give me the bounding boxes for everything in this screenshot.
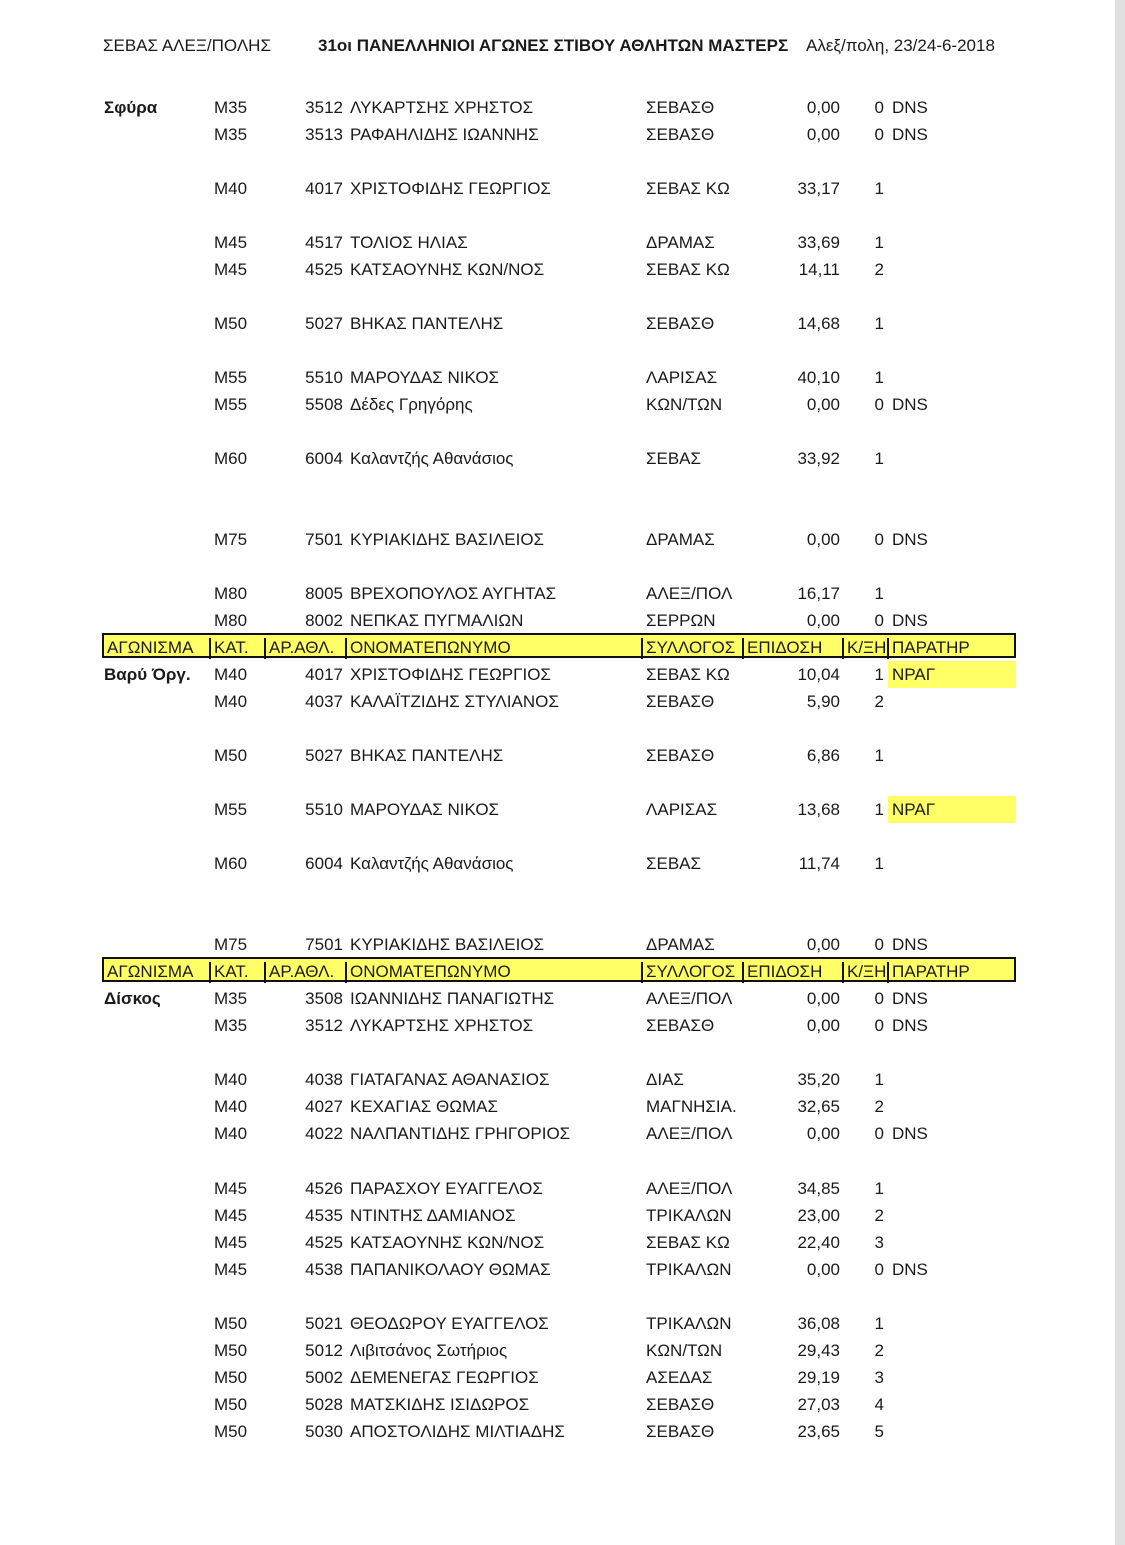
cell-mark: 14,11 bbox=[798, 260, 840, 279]
cell-name: ΝΕΠΚΑΣ ΠΥΓΜΑΛΙΩΝ bbox=[350, 611, 524, 630]
cell-bib: 4525 bbox=[305, 1233, 343, 1252]
column-header-row bbox=[102, 957, 1016, 982]
cell-club: ΑΛΕΞ/ΠΟΛ bbox=[646, 1124, 733, 1143]
cell-club: ΣΕΒΑΣΘ bbox=[646, 692, 715, 711]
cell-category: Μ80 bbox=[214, 611, 248, 630]
cell-mark: 33,69 bbox=[797, 233, 840, 252]
cell-place: 3 bbox=[874, 1233, 884, 1252]
cell-name: ΧΡΙΣΤΟΦΙΔΗΣ ΓΕΩΡΓΙΟΣ bbox=[350, 665, 551, 684]
cell-note: DNS bbox=[892, 530, 928, 549]
cell-category: Μ45 bbox=[214, 1260, 248, 1279]
cell-bib: 8005 bbox=[305, 584, 343, 603]
cell-name: ΘΕΟΔΩΡΟΥ ΕΥΑΓΓΕΛΟΣ bbox=[350, 1314, 549, 1333]
column-header-row bbox=[102, 633, 1016, 658]
cell-mark: 22,40 bbox=[797, 1233, 840, 1252]
column-header-name: ΟΝΟΜΑΤΕΠΩΝΥΜΟ bbox=[347, 962, 643, 983]
cell-category: Μ55 bbox=[214, 395, 248, 414]
cell-name: Καλαντζής Αθανάσιος bbox=[350, 449, 514, 468]
cell-club: ΣΕΒΑΣ ΚΩ bbox=[646, 179, 730, 198]
cell-note: DNS bbox=[892, 1260, 928, 1279]
cell-category: Μ55 bbox=[214, 368, 248, 387]
cell-mark: 23,00 bbox=[797, 1206, 840, 1225]
cell-place: 0 bbox=[874, 1260, 884, 1279]
column-header-mark: ΕΠΙΔΟΣΗ bbox=[744, 962, 844, 983]
column-header-bib: ΑΡ.ΑΘΛ. bbox=[266, 962, 347, 983]
cell-club: ΜΑΓΝΗΣΙΑ. bbox=[646, 1097, 737, 1116]
table-row bbox=[0, 742, 1115, 769]
cell-category: Μ35 bbox=[214, 125, 248, 144]
cell-club: ΑΣΕΔΑΣ bbox=[646, 1368, 713, 1387]
table-row bbox=[0, 1120, 1115, 1147]
cell-category: Μ45 bbox=[214, 233, 248, 252]
table-row bbox=[0, 661, 1115, 688]
cell-category: Μ35 bbox=[214, 98, 248, 117]
header-title: 31οι ΠΑΝΕΛΛΗΝΙΟΙ ΑΓΩΝΕΣ ΣΤΙΒΟΥ ΑΘΛΗΤΩΝ ΜΑΣΤΕΡΣ bbox=[318, 36, 789, 55]
cell-category: Μ35 bbox=[214, 989, 248, 1008]
cell-mark: 13,68 bbox=[797, 800, 840, 819]
cell-name: ΠΑΠΑΝΙΚΟΛΑΟΥ ΘΩΜΑΣ bbox=[350, 1260, 551, 1279]
cell-club: ΣΕΒΑΣΘ bbox=[646, 746, 715, 765]
table-row bbox=[0, 526, 1115, 553]
table-row bbox=[0, 1066, 1115, 1093]
column-header-note: ΠΑΡΑΤΗΡ bbox=[892, 962, 970, 981]
cell-place: 1 bbox=[874, 584, 884, 603]
table-row bbox=[0, 1229, 1115, 1256]
cell-category: Μ50 bbox=[214, 1422, 248, 1441]
cell-bib: 4538 bbox=[305, 1260, 343, 1279]
table-row bbox=[0, 1202, 1115, 1229]
event-label-hammer: Σφύρα bbox=[104, 98, 158, 117]
cell-category: Μ50 bbox=[214, 314, 248, 333]
cell-club: ΛΑΡΙΣΑΣ bbox=[646, 368, 718, 387]
cell-name: ΚΑΤΣΑΟΥΝΗΣ ΚΩΝ/ΝΟΣ bbox=[350, 260, 545, 279]
cell-club: ΣΕΒΑΣΘ bbox=[646, 1016, 715, 1035]
cell-note: DNS bbox=[892, 98, 928, 117]
table-row bbox=[0, 607, 1115, 634]
cell-mark: 29,19 bbox=[797, 1368, 840, 1387]
cell-mark: 32,65 bbox=[797, 1097, 840, 1116]
cell-mark: 0,00 bbox=[806, 935, 840, 954]
column-header-name: ΟΝΟΜΑΤΕΠΩΝΥΜΟ bbox=[347, 638, 643, 659]
table-row bbox=[0, 1175, 1115, 1202]
cell-bib: 5012 bbox=[305, 1341, 343, 1360]
cell-note: ΝΡΑΓ bbox=[892, 665, 936, 684]
table-row bbox=[0, 445, 1115, 472]
cell-category: Μ45 bbox=[214, 1206, 248, 1225]
cell-mark: 0,00 bbox=[806, 1016, 840, 1035]
event-label-weight: Βαρύ Όργ. bbox=[104, 665, 191, 684]
table-row bbox=[0, 1093, 1115, 1120]
cell-bib: 4535 bbox=[305, 1206, 343, 1225]
table-row bbox=[0, 985, 1115, 1012]
cell-place: 2 bbox=[874, 1097, 884, 1116]
cell-place: 1 bbox=[874, 314, 884, 333]
cell-bib: 3513 bbox=[305, 125, 343, 144]
cell-place: 1 bbox=[874, 449, 884, 468]
cell-name: Καλαντζής Αθανάσιος bbox=[350, 854, 514, 873]
table-row bbox=[0, 688, 1115, 715]
cell-place: 0 bbox=[874, 125, 884, 144]
table-row bbox=[0, 850, 1115, 877]
cell-mark: 34,85 bbox=[797, 1179, 840, 1198]
table-row bbox=[0, 1391, 1115, 1418]
column-header-place: Κ/ΞΗ bbox=[844, 638, 889, 659]
cell-category: Μ40 bbox=[214, 665, 248, 684]
cell-place: 0 bbox=[874, 935, 884, 954]
cell-club: ΣΕΡΡΩΝ bbox=[646, 611, 716, 630]
cell-name: ΡΑΦΑΗΛΙΔΗΣ ΙΩΑΝΝΗΣ bbox=[350, 125, 539, 144]
cell-place: 0 bbox=[874, 989, 884, 1008]
cell-mark: 16,17 bbox=[797, 584, 840, 603]
cell-club: ΣΕΒΑΣΘ bbox=[646, 98, 715, 117]
cell-category: Μ50 bbox=[214, 746, 248, 765]
cell-place: 1 bbox=[874, 665, 884, 684]
cell-mark: 27,03 bbox=[797, 1395, 840, 1414]
cell-club: ΣΕΒΑΣ bbox=[646, 449, 702, 468]
cell-name: ΒΗΚΑΣ ΠΑΝΤΕΛΗΣ bbox=[350, 314, 504, 333]
table-row bbox=[0, 1310, 1115, 1337]
cell-name: Δέδες Γρηγόρης bbox=[350, 395, 473, 414]
cell-mark: 0,00 bbox=[806, 1124, 840, 1143]
cell-place: 1 bbox=[874, 1314, 884, 1333]
table-row bbox=[0, 121, 1115, 148]
cell-place: 1 bbox=[874, 1179, 884, 1198]
cell-bib: 7501 bbox=[305, 935, 343, 954]
cell-bib: 4525 bbox=[305, 260, 343, 279]
cell-category: Μ60 bbox=[214, 854, 248, 873]
cell-place: 3 bbox=[874, 1368, 884, 1387]
cell-mark: 0,00 bbox=[806, 125, 840, 144]
cell-mark: 29,43 bbox=[797, 1341, 840, 1360]
cell-name: ΙΩΑΝΝΙΔΗΣ ΠΑΝΑΓΙΩΤΗΣ bbox=[350, 989, 555, 1008]
cell-mark: 0,00 bbox=[806, 98, 840, 117]
cell-club: ΣΕΒΑΣ ΚΩ bbox=[646, 665, 730, 684]
page-edge bbox=[1115, 0, 1125, 1545]
cell-name: ΚΥΡΙΑΚΙΔΗΣ ΒΑΣΙΛΕΙΟΣ bbox=[350, 935, 545, 954]
cell-bib: 5508 bbox=[305, 395, 343, 414]
cell-category: Μ80 bbox=[214, 584, 248, 603]
cell-place: 1 bbox=[874, 1070, 884, 1089]
cell-club: ΔΡΑΜΑΣ bbox=[646, 233, 715, 252]
cell-name: ΝΤΙΝΤΗΣ ΔΑΜΙΑΝΟΣ bbox=[350, 1206, 516, 1225]
cell-mark: 0,00 bbox=[806, 989, 840, 1008]
cell-place: 2 bbox=[874, 260, 884, 279]
cell-name: ΚΑΛΑΪΤΖΙΔΗΣ ΣΤΥΛΙΑΝΟΣ bbox=[350, 692, 559, 711]
cell-note: DNS bbox=[892, 1016, 928, 1035]
cell-category: Μ45 bbox=[214, 1179, 248, 1198]
cell-club: ΤΡΙΚΑΛΩΝ bbox=[646, 1260, 732, 1279]
cell-club: ΑΛΕΞ/ΠΟΛ bbox=[646, 584, 733, 603]
cell-place: 0 bbox=[874, 1016, 884, 1035]
cell-name: ΤΟΛΙΟΣ ΗΛΙΑΣ bbox=[350, 233, 468, 252]
cell-club: ΑΛΕΞ/ΠΟΛ bbox=[646, 1179, 733, 1198]
table-row bbox=[0, 256, 1115, 283]
cell-place: 1 bbox=[874, 233, 884, 252]
header-date: Αλεξ/πολη, 23/24-6-2018 bbox=[806, 36, 995, 55]
cell-category: Μ45 bbox=[214, 1233, 248, 1252]
cell-bib: 6004 bbox=[305, 854, 343, 873]
cell-place: 1 bbox=[874, 854, 884, 873]
cell-club: ΤΡΙΚΑΛΩΝ bbox=[646, 1206, 732, 1225]
cell-place: 5 bbox=[874, 1422, 884, 1441]
cell-club: ΑΛΕΞ/ΠΟΛ bbox=[646, 989, 733, 1008]
cell-place: 0 bbox=[874, 395, 884, 414]
table-row bbox=[0, 310, 1115, 337]
cell-club: ΛΑΡΙΣΑΣ bbox=[646, 800, 718, 819]
cell-name: ΜΑΤΣΚΙΔΗΣ ΙΣΙΔΩΡΟΣ bbox=[350, 1395, 530, 1414]
cell-name: ΚΥΡΙΑΚΙΔΗΣ ΒΑΣΙΛΕΙΟΣ bbox=[350, 530, 545, 549]
cell-mark: 14,68 bbox=[797, 314, 840, 333]
cell-mark: 23,65 bbox=[797, 1422, 840, 1441]
cell-bib: 5027 bbox=[305, 746, 343, 765]
cell-category: Μ75 bbox=[214, 935, 248, 954]
cell-place: 2 bbox=[874, 1206, 884, 1225]
cell-category: Μ55 bbox=[214, 800, 248, 819]
cell-bib: 4017 bbox=[305, 665, 343, 684]
cell-category: Μ40 bbox=[214, 1070, 248, 1089]
cell-bib: 4526 bbox=[305, 1179, 343, 1198]
cell-bib: 3512 bbox=[305, 98, 343, 117]
cell-category: Μ35 bbox=[214, 1016, 248, 1035]
cell-bib: 8002 bbox=[305, 611, 343, 630]
cell-place: 1 bbox=[874, 368, 884, 387]
cell-place: 0 bbox=[874, 98, 884, 117]
cell-note: DNS bbox=[892, 1124, 928, 1143]
cell-category: Μ50 bbox=[214, 1395, 248, 1414]
cell-club: ΣΕΒΑΣ ΚΩ bbox=[646, 260, 730, 279]
cell-category: Μ50 bbox=[214, 1341, 248, 1360]
cell-mark: 0,00 bbox=[806, 395, 840, 414]
cell-club: ΣΕΒΑΣΘ bbox=[646, 125, 715, 144]
cell-place: 1 bbox=[874, 746, 884, 765]
cell-place: 0 bbox=[874, 611, 884, 630]
column-header-category: ΚΑΤ. bbox=[211, 962, 266, 983]
table-row bbox=[0, 229, 1115, 256]
column-header-event: ΑΓΩΝΙΣΜΑ bbox=[104, 638, 211, 659]
cell-club: ΔΡΑΜΑΣ bbox=[646, 935, 715, 954]
table-row bbox=[0, 94, 1115, 121]
cell-note: DNS bbox=[892, 611, 928, 630]
cell-mark: 0,00 bbox=[806, 1260, 840, 1279]
cell-mark: 35,20 bbox=[797, 1070, 840, 1089]
cell-club: ΚΩΝ/ΤΩΝ bbox=[646, 395, 723, 414]
table-row bbox=[0, 580, 1115, 607]
cell-note: DNS bbox=[892, 125, 928, 144]
column-header-category: ΚΑΤ. bbox=[211, 638, 266, 659]
column-header-note: ΠΑΡΑΤΗΡ bbox=[892, 638, 970, 657]
cell-category: Μ40 bbox=[214, 179, 248, 198]
cell-place: 1 bbox=[874, 800, 884, 819]
cell-place: 0 bbox=[874, 530, 884, 549]
column-header-place: Κ/ΞΗ bbox=[844, 962, 889, 983]
cell-note: DNS bbox=[892, 989, 928, 1008]
cell-mark: 10,04 bbox=[797, 665, 840, 684]
cell-club: ΚΩΝ/ΤΩΝ bbox=[646, 1341, 723, 1360]
event-label-discus: Δίσκος bbox=[104, 989, 161, 1008]
cell-bib: 5028 bbox=[305, 1395, 343, 1414]
cell-club: ΣΕΒΑΣ ΚΩ bbox=[646, 1233, 730, 1252]
table-row bbox=[0, 175, 1115, 202]
table-row bbox=[0, 364, 1115, 391]
cell-bib: 7501 bbox=[305, 530, 343, 549]
cell-name: ΧΡΙΣΤΟΦΙΔΗΣ ΓΕΩΡΓΙΟΣ bbox=[350, 179, 551, 198]
cell-category: Μ50 bbox=[214, 1368, 248, 1387]
cell-mark: 6,86 bbox=[806, 746, 840, 765]
table-row bbox=[0, 931, 1115, 958]
cell-bib: 6004 bbox=[305, 449, 343, 468]
cell-bib: 4038 bbox=[305, 1070, 343, 1089]
cell-mark: 33,17 bbox=[797, 179, 840, 198]
cell-category: Μ40 bbox=[214, 1124, 248, 1143]
column-header-bib: ΑΡ.ΑΘΛ. bbox=[266, 638, 347, 659]
cell-mark: 11,74 bbox=[798, 854, 840, 873]
cell-place: 0 bbox=[874, 1124, 884, 1143]
table-row bbox=[0, 1337, 1115, 1364]
table-row bbox=[0, 1364, 1115, 1391]
cell-category: Μ50 bbox=[214, 1314, 248, 1333]
cell-bib: 5510 bbox=[305, 800, 343, 819]
cell-mark: 0,00 bbox=[806, 611, 840, 630]
cell-place: 1 bbox=[874, 179, 884, 198]
table-row bbox=[0, 391, 1115, 418]
column-header-event: ΑΓΩΝΙΣΜΑ bbox=[104, 962, 211, 983]
header-organizer: ΣΕΒΑΣ ΑΛΕΞ/ΠΟΛΗΣ bbox=[103, 36, 271, 55]
cell-place: 2 bbox=[874, 692, 884, 711]
cell-name: ΚΕΧΑΓΙΑΣ ΘΩΜΑΣ bbox=[350, 1097, 498, 1116]
cell-bib: 4517 bbox=[305, 233, 343, 252]
cell-bib: 5510 bbox=[305, 368, 343, 387]
cell-place: 2 bbox=[874, 1341, 884, 1360]
column-header-club: ΣΥΛΛΟΓΟΣ bbox=[643, 638, 744, 659]
cell-bib: 5002 bbox=[305, 1368, 343, 1387]
cell-club: ΣΕΒΑΣΘ bbox=[646, 314, 715, 333]
cell-mark: 36,08 bbox=[797, 1314, 840, 1333]
cell-category: Μ45 bbox=[214, 260, 248, 279]
cell-club: ΔΡΑΜΑΣ bbox=[646, 530, 715, 549]
cell-mark: 0,00 bbox=[806, 530, 840, 549]
cell-category: Μ75 bbox=[214, 530, 248, 549]
table-row bbox=[0, 1418, 1115, 1445]
cell-club: ΤΡΙΚΑΛΩΝ bbox=[646, 1314, 732, 1333]
cell-bib: 4027 bbox=[305, 1097, 343, 1116]
cell-name: ΒΗΚΑΣ ΠΑΝΤΕΛΗΣ bbox=[350, 746, 504, 765]
cell-club: ΣΕΒΑΣΘ bbox=[646, 1422, 715, 1441]
table-row bbox=[0, 1012, 1115, 1039]
cell-note: DNS bbox=[892, 395, 928, 414]
cell-club: ΣΕΒΑΣ bbox=[646, 854, 702, 873]
cell-name: ΜΑΡΟΥΔΑΣ ΝΙΚΟΣ bbox=[350, 368, 500, 387]
column-header-club: ΣΥΛΛΟΓΟΣ bbox=[643, 962, 744, 983]
cell-bib: 3508 bbox=[305, 989, 343, 1008]
cell-club: ΔΙΑΣ bbox=[646, 1070, 684, 1089]
cell-name: ΚΑΤΣΑΟΥΝΗΣ ΚΩΝ/ΝΟΣ bbox=[350, 1233, 545, 1252]
column-header-mark: ΕΠΙΔΟΣΗ bbox=[744, 638, 844, 659]
cell-name: ΠΑΡΑΣΧΟΥ ΕΥΑΓΓΕΛΟΣ bbox=[350, 1179, 543, 1198]
cell-bib: 4022 bbox=[305, 1124, 343, 1143]
cell-category: Μ40 bbox=[214, 692, 248, 711]
cell-mark: 40,10 bbox=[797, 368, 840, 387]
cell-mark: 5,90 bbox=[806, 692, 840, 711]
cell-name: ΓΙΑΤΑΓΑΝΑΣ ΑΘΑΝΑΣΙΟΣ bbox=[350, 1070, 550, 1089]
cell-name: Λιβιτσάνος Σωτήριος bbox=[350, 1341, 508, 1360]
cell-name: ΔΕΜΕΝΕΓΑΣ ΓΕΩΡΓΙΟΣ bbox=[350, 1368, 539, 1387]
cell-name: ΒΡΕΧΟΠΟΥΛΟΣ ΑΥΓΗΤΑΣ bbox=[350, 584, 557, 603]
cell-note: DNS bbox=[892, 935, 928, 954]
cell-bib: 4037 bbox=[305, 692, 343, 711]
cell-name: ΑΠΟΣΤΟΛΙΔΗΣ ΜΙΛΤΙΑΔΗΣ bbox=[350, 1422, 565, 1441]
cell-bib: 4017 bbox=[305, 179, 343, 198]
cell-bib: 5030 bbox=[305, 1422, 343, 1441]
cell-name: ΛΥΚΑΡΤΣΗΣ ΧΡΗΣΤΟΣ bbox=[350, 98, 534, 117]
cell-category: Μ60 bbox=[214, 449, 248, 468]
cell-name: ΝΑΛΠΑΝΤΙΔΗΣ ΓΡΗΓΟΡΙΟΣ bbox=[350, 1124, 571, 1143]
cell-name: ΛΥΚΑΡΤΣΗΣ ΧΡΗΣΤΟΣ bbox=[350, 1016, 534, 1035]
table-row bbox=[0, 796, 1115, 823]
table-row bbox=[0, 1256, 1115, 1283]
cell-name: ΜΑΡΟΥΔΑΣ ΝΙΚΟΣ bbox=[350, 800, 500, 819]
cell-bib: 3512 bbox=[305, 1016, 343, 1035]
cell-note: ΝΡΑΓ bbox=[892, 800, 936, 819]
cell-mark: 33,92 bbox=[797, 449, 840, 468]
cell-category: Μ40 bbox=[214, 1097, 248, 1116]
cell-bib: 5021 bbox=[305, 1314, 343, 1333]
cell-bib: 5027 bbox=[305, 314, 343, 333]
cell-club: ΣΕΒΑΣΘ bbox=[646, 1395, 715, 1414]
cell-place: 4 bbox=[874, 1395, 884, 1414]
